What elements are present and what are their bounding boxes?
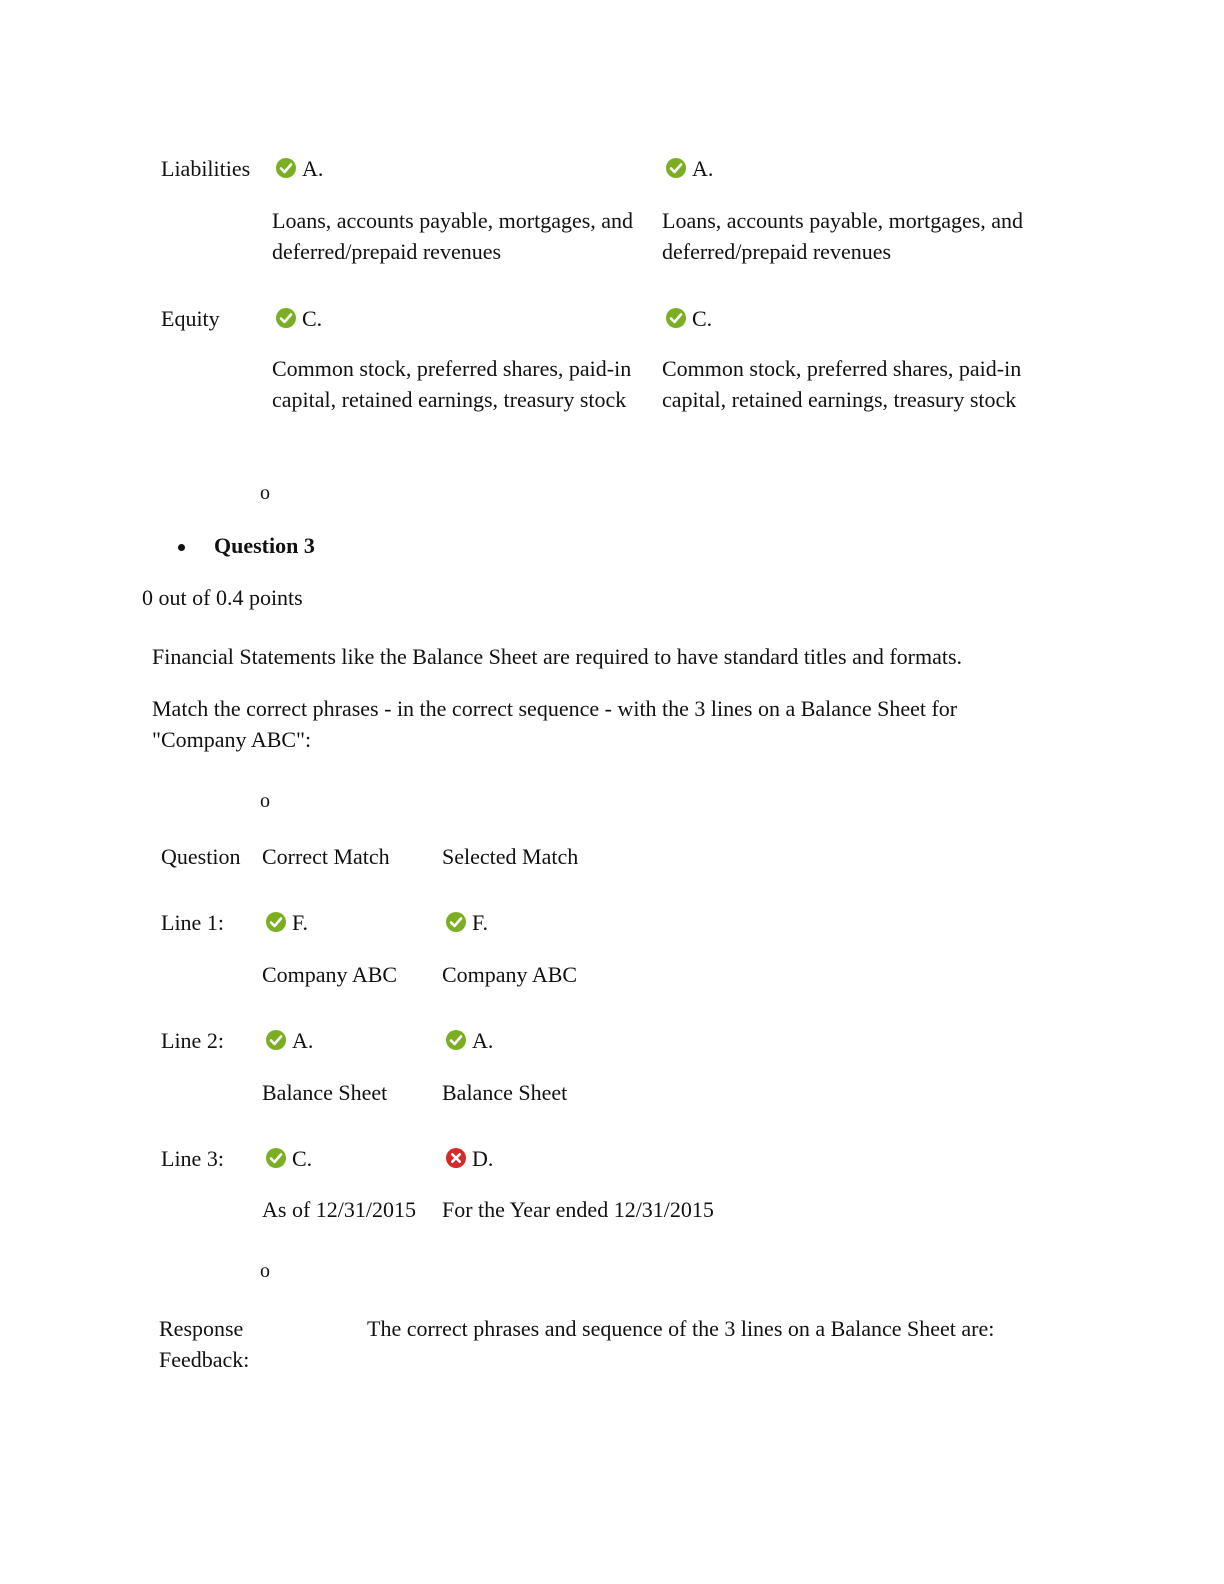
check-icon xyxy=(666,158,686,178)
question-prompt: Financial Statements like the Balance Sheet are required to have standard titles and formats. xyxy=(152,644,963,669)
bullet-disc-icon xyxy=(178,544,185,551)
response-feedback-label: Response Feedback: xyxy=(159,1316,250,1372)
option-letter: A. xyxy=(302,156,324,181)
option-text: Common stock, preferred shares, paid-in capital, retained earnings, treasury stock xyxy=(662,356,1022,412)
option-letter: A. xyxy=(292,1028,314,1053)
match-row-label: Line 3: xyxy=(161,1146,224,1171)
check-icon xyxy=(266,1030,286,1050)
check-icon xyxy=(446,912,466,932)
option-letter: F. xyxy=(472,910,488,935)
check-icon xyxy=(446,1030,466,1050)
correct-match-option xyxy=(266,1143,312,1174)
selected-match-option xyxy=(446,1143,493,1174)
selected-match-option xyxy=(666,303,712,334)
option-text: As of 12/31/2015 xyxy=(262,1197,416,1222)
x-icon xyxy=(446,1148,466,1168)
match-row-label: Line 1: xyxy=(161,910,224,935)
match-row-label: Equity xyxy=(161,306,220,331)
check-icon xyxy=(276,308,296,328)
option-text: For the Year ended 12/31/2015 xyxy=(442,1197,714,1222)
match-row-label: Line 2: xyxy=(161,1028,224,1053)
option-text: Balance Sheet xyxy=(262,1080,388,1105)
option-letter: A. xyxy=(692,156,714,181)
column-header-selected-match: Selected Match xyxy=(442,844,579,869)
option-letter: F. xyxy=(292,910,308,935)
option-text: Company ABC xyxy=(262,962,398,987)
selected-match-option xyxy=(666,153,713,184)
check-icon xyxy=(266,1148,286,1168)
option-text: Balance Sheet xyxy=(442,1080,568,1105)
option-letter: D. xyxy=(472,1146,494,1171)
selected-match-option xyxy=(446,907,488,938)
option-text: Loans, accounts payable, mortgages, and deferred/prepaid revenues xyxy=(272,208,634,264)
option-text: Loans, accounts payable, mortgages, and deferred/prepaid revenues xyxy=(662,208,1024,264)
option-letter: C. xyxy=(292,1146,313,1171)
option-text: Common stock, preferred shares, paid-in capital, retained earnings, treasury stock xyxy=(272,356,632,412)
column-header-question: Question xyxy=(161,844,241,869)
response-feedback-text: The correct phrases and sequence of the 3 lines on a Balance Sheet are: xyxy=(367,1316,995,1341)
question-prompt: Match the correct phrases - in the correct sequence - with the 3 lines on a Balance Sheet for "Company ABC": xyxy=(152,696,958,752)
correct-match-option xyxy=(266,1025,313,1056)
option-letter: C. xyxy=(692,306,713,331)
circle-bullet: o xyxy=(260,1260,270,1282)
option-text: Company ABC xyxy=(442,962,578,987)
correct-match-option xyxy=(276,153,323,184)
question-title: Question 3 xyxy=(214,533,315,558)
option-letter: C. xyxy=(302,306,323,331)
match-row-label: Liabilities xyxy=(161,156,251,181)
check-icon xyxy=(276,158,296,178)
option-letter: A. xyxy=(472,1028,494,1053)
circle-bullet: o xyxy=(260,790,270,812)
circle-bullet: o xyxy=(260,482,270,504)
check-icon xyxy=(266,912,286,932)
correct-match-option xyxy=(276,303,322,334)
column-header-correct-match: Correct Match xyxy=(262,844,390,869)
question-points: 0 out of 0.4 points xyxy=(142,585,303,610)
correct-match-option xyxy=(266,907,308,938)
selected-match-option xyxy=(446,1025,493,1056)
check-icon xyxy=(666,308,686,328)
